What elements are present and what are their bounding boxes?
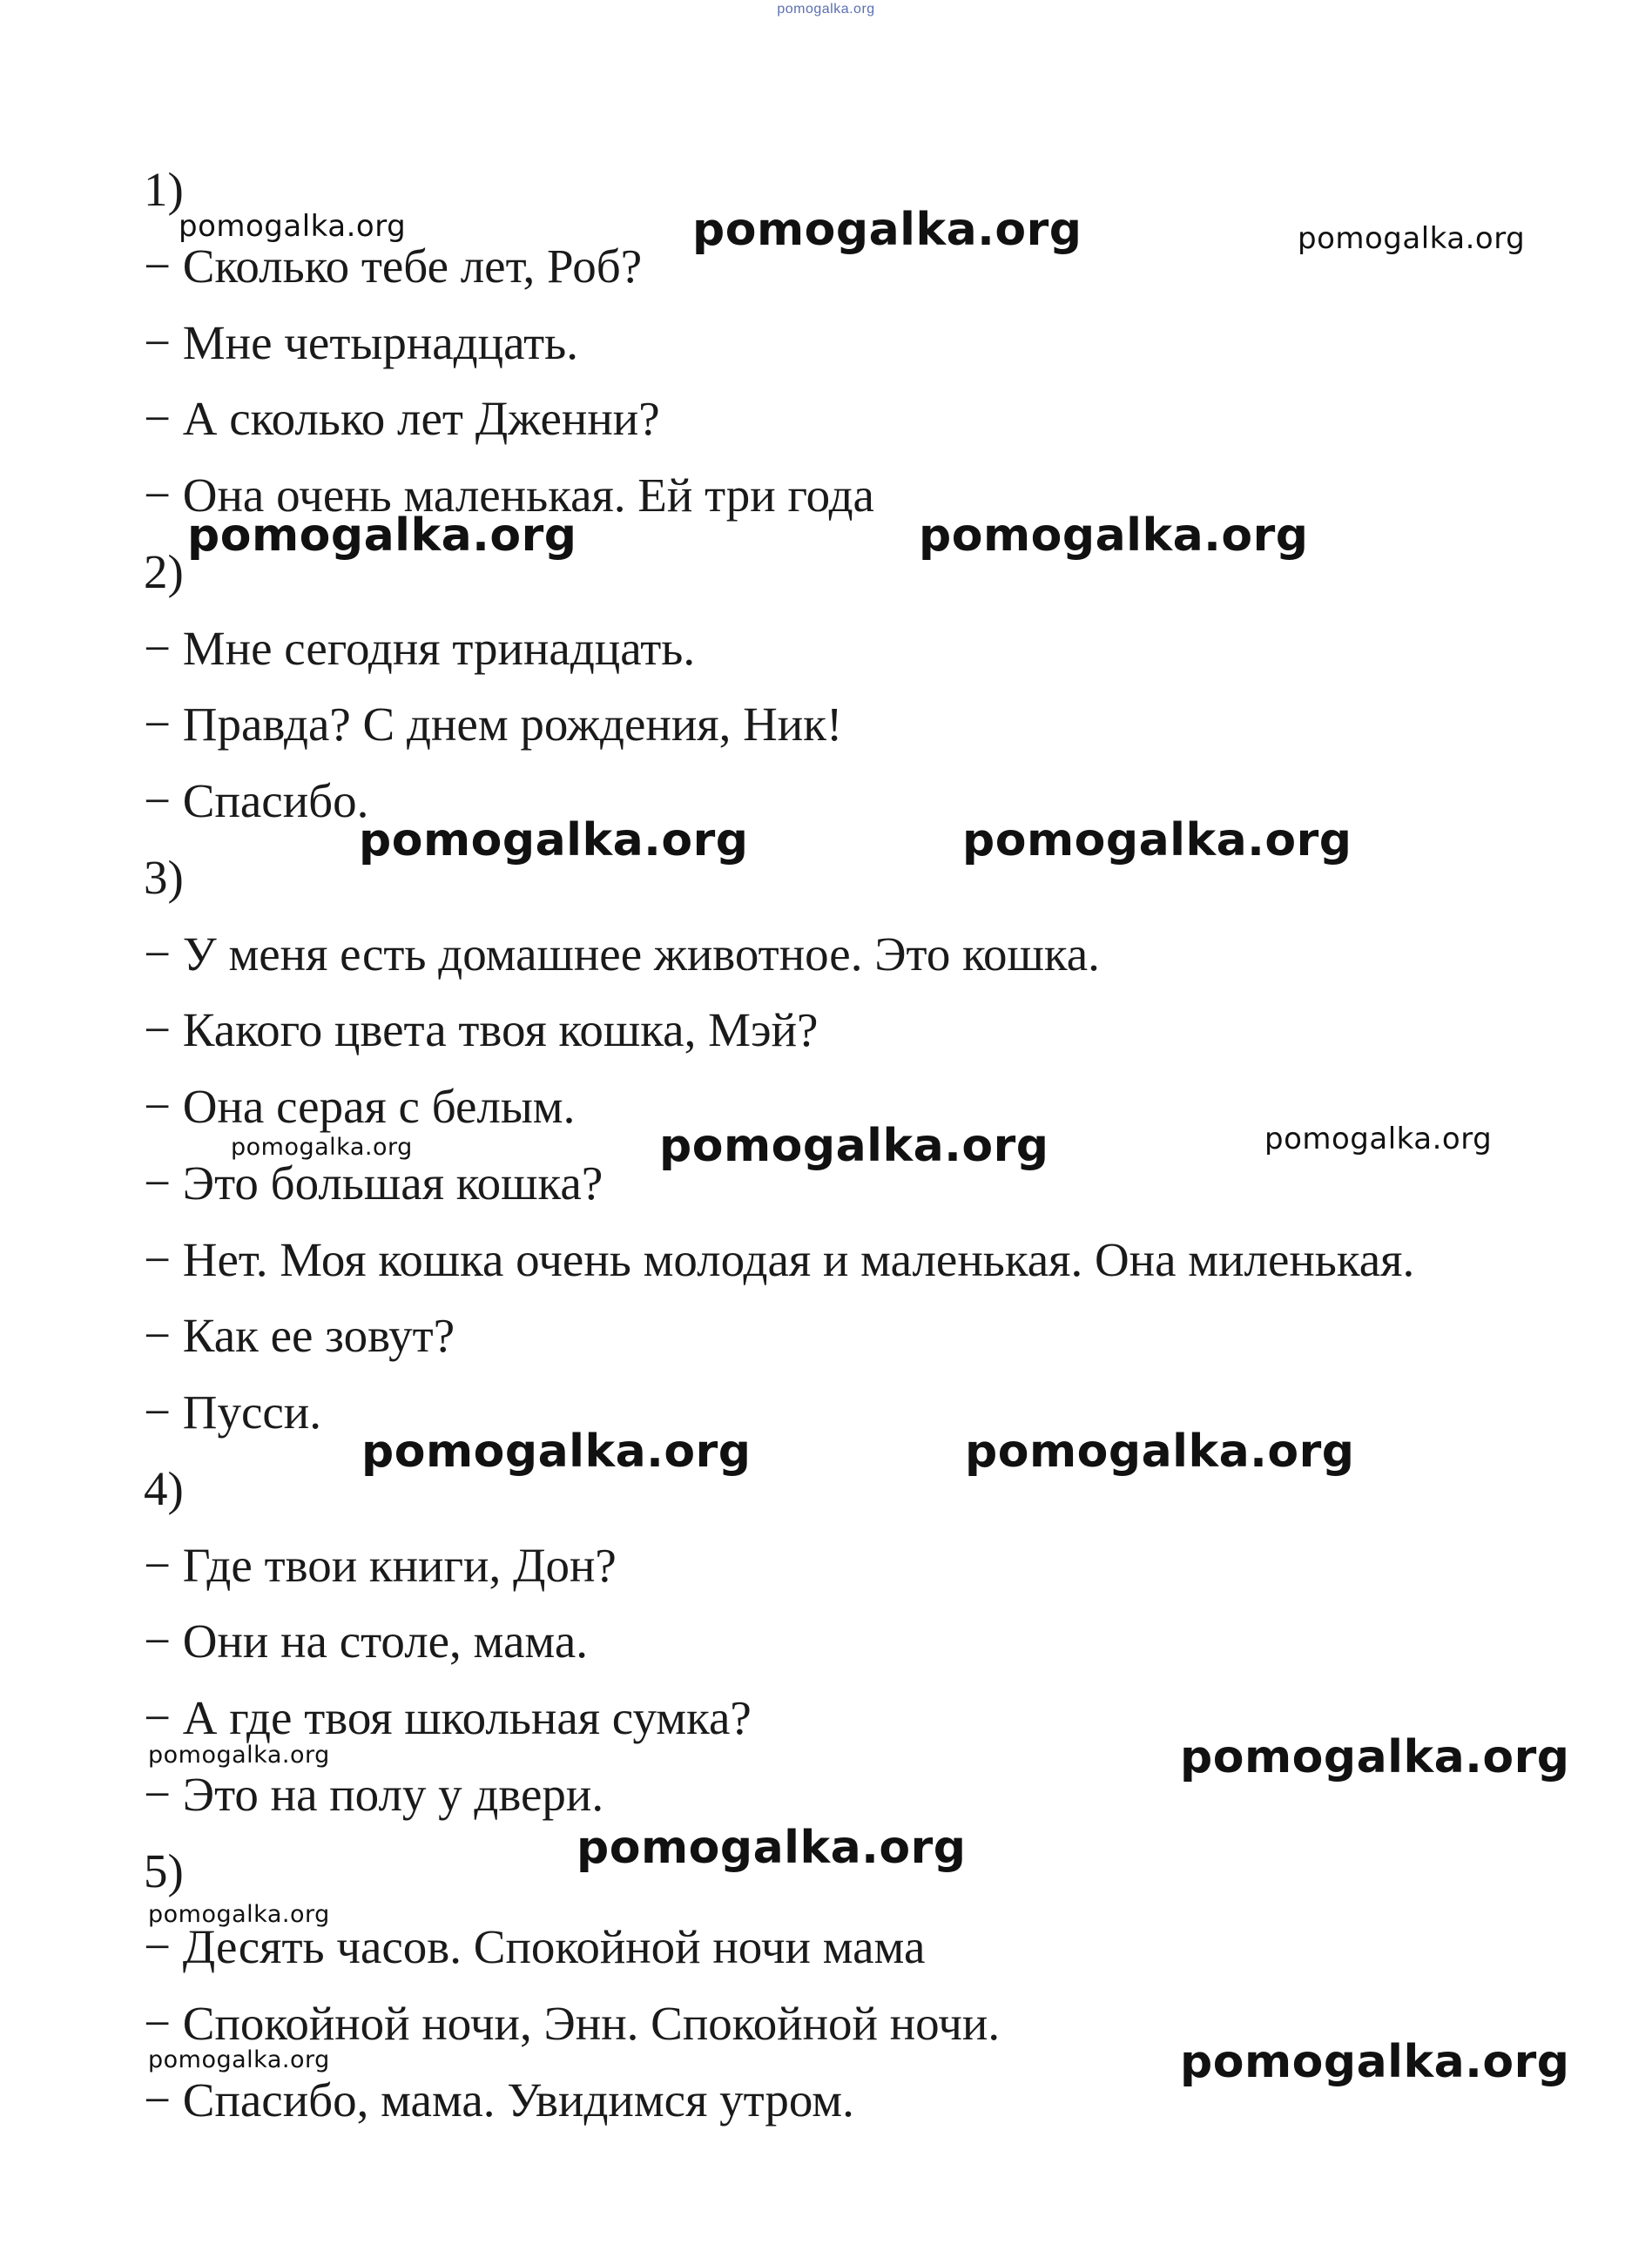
section-number-5: 5) [144, 1844, 184, 1897]
watermark: pomogalka.org [659, 1120, 1049, 1172]
watermark: pomogalka.org [148, 1742, 330, 1769]
section-number-2: 2) [144, 545, 184, 598]
watermark: pomogalka.org [179, 209, 407, 244]
section-number-4: 4) [144, 1462, 184, 1515]
watermark: pomogalka.org [919, 509, 1309, 562]
dialogue-line: − А где твоя школьная сумка? [144, 1691, 752, 1744]
dialogue-line: − Спокойной ночи, Энн. Спокойной ночи. [144, 1997, 1001, 2050]
dialogue-line: − Они на столе, мама. [144, 1614, 588, 1668]
dialogue-line: − Где твои книги, Дон? [144, 1539, 617, 1592]
watermark: pomogalka.org [1264, 1122, 1493, 1156]
watermark: pomogalka.org [361, 1426, 752, 1478]
watermark: pomogalka.org [231, 1134, 413, 1161]
dialogue-line: − Это большая кошка? [144, 1156, 603, 1210]
watermark: pomogalka.org [148, 1901, 330, 1928]
watermark: pomogalka.org [1180, 1731, 1570, 1783]
watermark: pomogalka.org [962, 814, 1352, 866]
dialogue-line: − Пусси. [144, 1385, 321, 1439]
dialogue-line: − А сколько лет Дженни? [144, 392, 660, 445]
dialogue-line: − У меня есть домашнее животное. Это кошка. [144, 927, 1100, 981]
dialogue-line: − Спасибо, мама. Увидимся утром. [144, 2073, 854, 2127]
dialogue-line: − Какого цвета твоя кошка, Мэй? [144, 1003, 819, 1056]
watermark: pomogalka.org [965, 1426, 1355, 1478]
watermark: pomogalka.org [1180, 2036, 1570, 2088]
dialogue-line: − Она серая с белым. [144, 1080, 576, 1133]
dialogue-line: − Мне четырнадцать. [144, 316, 578, 369]
dialogue-line: − Нет. Моя кошка очень молодая и маленькая. Она миленькая. [144, 1233, 1415, 1286]
dialogue-line: − Это на полу у двери. [144, 1768, 604, 1821]
watermark: pomogalka.org [1298, 221, 1526, 256]
dialogue-line: − Правда? С днем рождения, Ник! [144, 698, 843, 751]
top-watermark: pomogalka.org [777, 2, 875, 17]
watermark: pomogalka.org [692, 204, 1082, 256]
section-number-1: 1) [144, 163, 184, 216]
watermark: pomogalka.org [359, 814, 749, 866]
dialogue-line: − Она очень маленькая. Ей три года [144, 468, 874, 522]
section-number-3: 3) [144, 851, 184, 904]
dialogue-line: − Спасибо. [144, 774, 369, 827]
watermark: pomogalka.org [577, 1822, 967, 1874]
dialogue-line: − Как ее зовут? [144, 1309, 455, 1362]
dialogue-line: − Сколько тебе лет, Роб? [144, 239, 643, 293]
watermark: pomogalka.org [187, 509, 577, 562]
watermark: pomogalka.org [148, 2046, 330, 2073]
dialogue-line: − Мне сегодня тринадцать. [144, 622, 696, 675]
dialogue-line: − Десять часов. Спокойной ночи мама [144, 1920, 926, 1973]
